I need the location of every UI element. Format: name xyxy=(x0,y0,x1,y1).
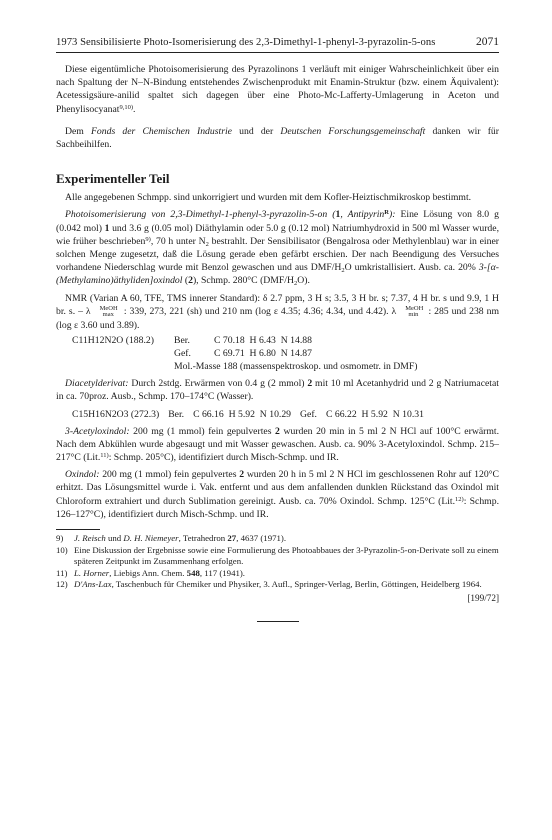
running-head xyxy=(56,36,499,53)
footnote: 12) D'Ans-Lax, Taschenbuch für Chemiker und Physiker, 3. Aufl., Springer-Verlag, Berlin, Göttingen, Heidelberg 1964. xyxy=(56,579,482,590)
elemental-analysis-2: C15H16N2O3 (272.3) Ber. C 66.16 H 5.92 N 10.29 Gef. C 66.22 H 5.92 N 10.31 xyxy=(72,408,424,420)
ref-9-10: 9,10) xyxy=(119,103,134,111)
end-rule xyxy=(257,621,299,622)
nmr-data: NMR (Varian A 60, TFE, TMS innerer Standard): δ 2.7 ppm, 3 H s; 3.5, 3 H br. s; 7.37, 4 H br. s und 9.9, 1 H br. s. – λ $^{MeOH}_{max}$ : 339, 273, 221 (sh) und 210 nm (log ε 4.35; 4.36; 4.34, und 4.42). λ $^{MeOH}_{min}$ : 285 und 238 nm (log ε 3.60 und 3.89). xyxy=(56,292,499,332)
footnote: 9) J. Reisch und D. H. Niemeyer, Tetrahedron 27, 4637 (1971). xyxy=(56,533,287,544)
found-values-2: C 66.22 H 5.92 N 10.31 xyxy=(325,408,424,420)
acetyloxindol-procedure: 3-Acetyloxindol: 200 mg (1 mmol) fein gepulvertes 2 wurden 20 min in 5 ml 2 N HCl auf 100°C erwärmt. Nach dem Abkühlen wurde abgesaugt und mit Wasser gewaschen. Ausb. ca. 90% 3-Acetyloxindol. Schmp. 215–217°C (Lit.$^{11)}$: Schmp. 205°C), identifiziert durch Misch-Schmp. und IR. xyxy=(56,425,499,464)
acknowledgement-paragraph: Dem Fonds der Chemischen Industrie und der Deutschen Forschungsgemeinschaft danken wir für Sachbeihilfen. xyxy=(56,125,499,151)
found-values-1: C 69.71 H 6.80 N 14.87 xyxy=(214,348,312,360)
page xyxy=(56,36,499,622)
intro-paragraph-1: Diese eigentümliche Photoisomerisierung des Pyrazolinons 1 verläuft mit einiger Wahrscheinlichkeit über ein nach Spaltung der N–N-Bindung entstehendes Zwischenprodukt mit Enamin-Struktur (bzw. einem Äquivalent): Acetessigsäure-anilid spaltet sich dagegen über eine Photo-Mc-Lafferty-Umlagerung in Aceton und Phenylisocyanat$^{9,10)}$. xyxy=(56,64,499,115)
oxindol-procedure: Oxindol: 200 mg (1 mmol) fein gepulvertes 2 wurden 20 h in 5 ml 2 N HCl im geschlossenen Rohr auf 120°C erhitzt. Das Lösungsmittel wurde i. Vak. entfernt und aus dem anfallenden dunklen Rückstand das Oxindol mit Chloroform extrahiert und durch Sublimation gereinigt. Ausb. ca. 70% Oxindol. Schmp. 125°C (Lit.$^{12)}$: Schmp. 126–127°C), identifiziert durch Misch-Schmp. und IR. xyxy=(56,469,499,520)
elemental-analysis-1: C11H12N2O (188.2) Ber. C 70.18 H 6.43 N 14.88 Gef. C 69.71 H 6.80 N 14.87 Mol.-Masse 188 (massenspektroskop. und osmometr. in DMF) xyxy=(72,334,499,373)
page-number: 2071 xyxy=(476,36,499,48)
footnote: 11) L. Horner, Liebigs Ann. Chem. 548, 117 (1941). xyxy=(56,567,245,578)
molecular-mass: Mol.-Masse 188 (massenspektroskop. und osmometr. in DMF) xyxy=(174,361,418,373)
manuscript-code: [199/72] xyxy=(467,593,499,604)
calc-values-1: C 70.18 H 6.43 N 14.88 xyxy=(214,335,312,347)
section-heading: Experimenteller Teil xyxy=(56,171,170,187)
running-title: 1973 Sensibilisierte Photo-Isomerisierung des 2,3-Dimethyl-1-phenyl-3-pyrazolin-5-ons xyxy=(56,37,436,48)
formula-1: C11H12N2O (188.2) xyxy=(72,335,154,347)
diacetyl-derivative: Diacetylderivat: Durch 2stdg. Erwärmen von 0.4 g (2 mmol) 2 mit 10 ml Acetanhydrid und 2 g Natriumacetat in ca. 70proz. Ausb., Schmp. 170–174°C (Wasser). xyxy=(56,378,499,403)
footnote-rule xyxy=(56,529,100,530)
formula-2: C15H16N2O3 (272.3) xyxy=(72,408,160,420)
photoisomerisation-procedure: Photoisomerisierung von 2,3-Dimethyl-1-phenyl-3-pyrazolin-5-on (1, Antipyrin$^R$): Eine Lösung von 8.0 g (0.042 mol) 1 und 3.6 g (0.05 mol) Diäthylamin oder 5.0 g (0.12 mol) Natriumhydroxid in 500 ml Wasser wurde, wie früher beschrieben$^{9)}$, 70 h unter $N_2$ bestrahlt. Der Sensibilisator (Bengalrosa oder Methylenblau) war in einer solchen Menge zugesetzt, daß die Lösung gerade eben gefärbt erschien. Der nach Beendigung des Versuches vorhandene Niederschlag wurde mit Benzol gewaschen und aus DMF/$H_2O$ umkristallisiert. Ausb. ca. 20% 3-[α-(Methylamino)äthyliden]oxindol (2), Schmp. 280°C $(DMF/H_2O)$. xyxy=(56,209,500,288)
footnotes xyxy=(56,533,499,591)
calc-values-2: C 66.16 H 5.92 N 10.29 xyxy=(193,408,292,420)
general-remarks: Alle angegebenen Schmpp. sind unkorrigiert und wurden mit dem Kofler-Heiztischmikroskop bestimmt. xyxy=(65,192,472,204)
footnote: 10) Eine Diskussion der Ergebnisse sowie eine Formulierung des Photoabbaues der 3-Pyrazolin-5-on-Derivate soll zu einem späteren Zeitpunkt im Zusammenhang erfolgen. xyxy=(56,544,499,567)
